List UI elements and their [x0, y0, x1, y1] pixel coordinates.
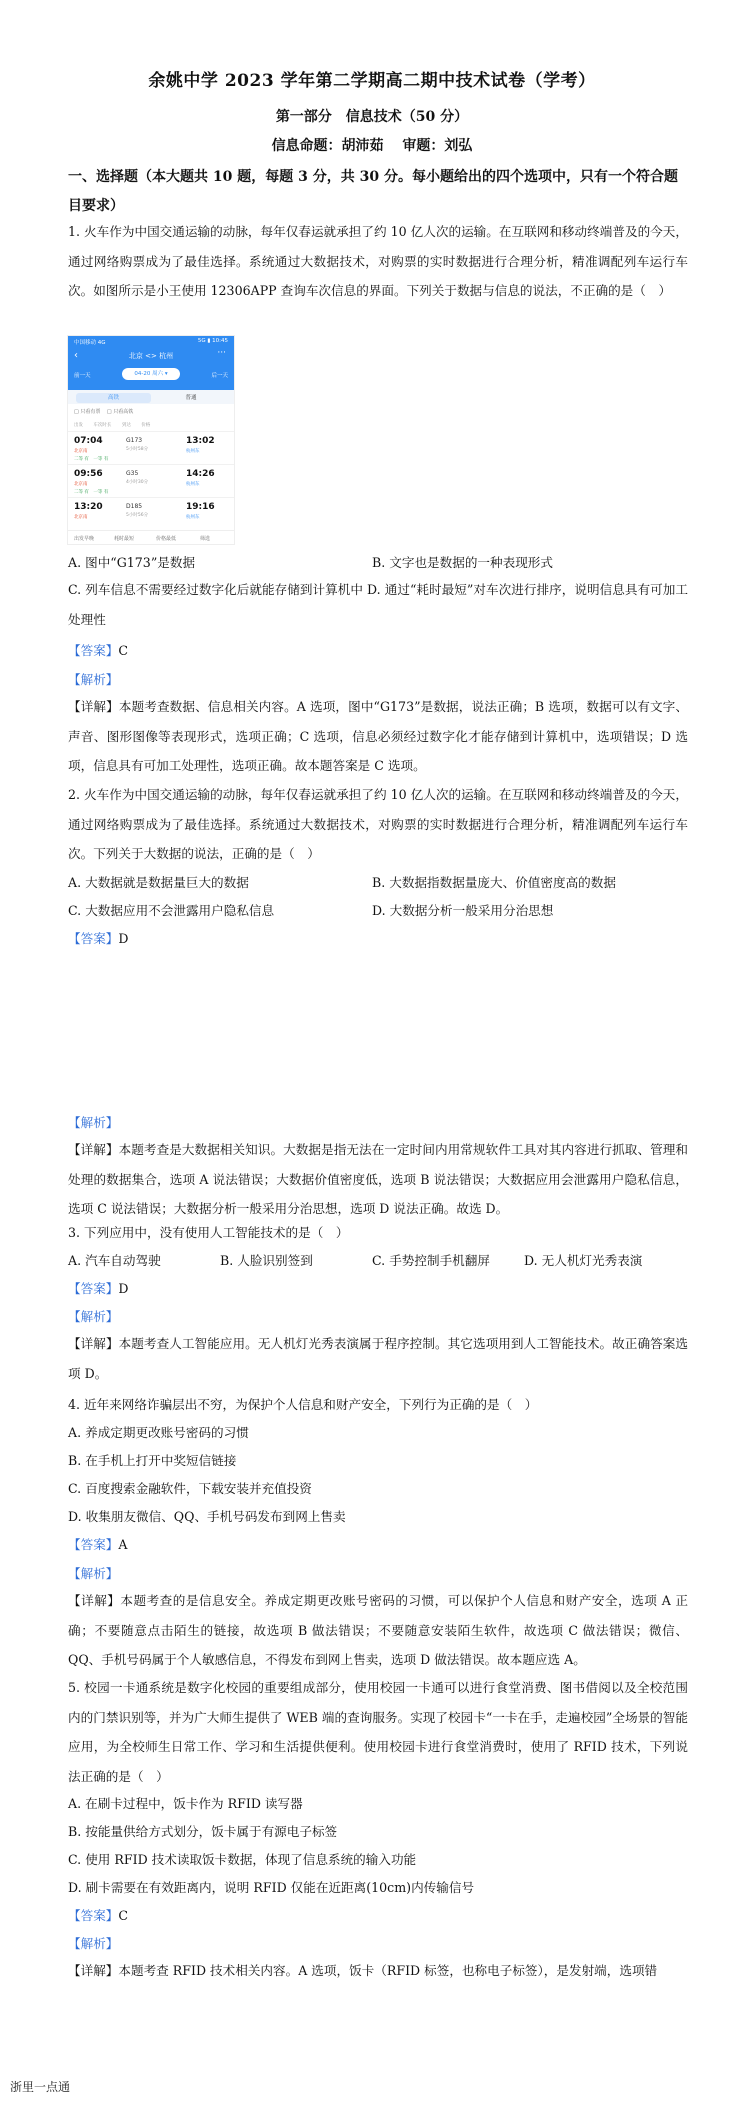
train-row[interactable]: [68, 431, 234, 466]
q2-detail: 【详解】本题考查是大数据相关知识。大数据是指无法在一定时间内用常规软件工具对其内容进行抓取、管理和处理的数据集合，选项 A 说法错误；大数据价值密度低，选项 B 说法错误；大数据应用会泄露用户隐私信息，选项 C 说法错误；大数据分析一般采用分治思想，选项 D 说法正确。故选 D。: [68, 1142, 688, 1217]
q5-option-d: D. 刷卡需要在有效距离内，说明 RFID 仅能在近距离(10cm)内传输信号: [68, 1880, 475, 1895]
question-2-stem: 2. 火车作为中国交通运输的动脉，每年仅春运就承担了约 10 亿人次的运输。在互联网和移动终端普及的今天，通过网络购票成为了最佳选择。系统通过大数据技术，对购票的实时数据进行合理分析，精准调配列车运行车次。下列关于大数据的说法，正确的是（ ）: [68, 787, 688, 862]
q3-answer: 【答案】D: [68, 1281, 129, 1296]
tab-high-speed[interactable]: 高铁: [76, 393, 151, 403]
q2-analysis-label: 【解析】: [68, 1115, 119, 1130]
arrival-time: 14:26: [186, 469, 215, 479]
q1-option-a: A. 图中“G173”是数据: [68, 555, 196, 570]
status-bar-left: 中国移动 4G: [74, 340, 106, 346]
train-row[interactable]: [68, 497, 234, 532]
q3-option-c: C. 手势控制手机翻屏: [372, 1253, 490, 1268]
q2-option-a: A. 大数据就是数据量巨大的数据: [68, 875, 249, 890]
filter-button[interactable]: 筛选: [200, 536, 211, 542]
q4-option-d: D. 收集朋友微信、QQ、手机号码发布到网上售卖: [68, 1509, 346, 1524]
sort-earliest[interactable]: 出发早晚: [74, 536, 95, 542]
q3-option-b: B. 人脸识别签到: [220, 1253, 313, 1268]
seat-info: 二等 有 一等 有: [74, 490, 109, 495]
more-icon[interactable]: ···: [217, 348, 226, 358]
q2-option-c: C. 大数据应用不会泄露用户隐私信息: [68, 903, 275, 918]
footer-watermark: 浙里一点通: [10, 2080, 71, 2094]
train-number: D185: [126, 503, 143, 510]
next-day-button[interactable]: 后一天: [211, 373, 228, 379]
train-number: G35: [126, 470, 139, 477]
date-selector[interactable]: 04-20 周六 ▾: [122, 368, 180, 380]
back-arrow-icon[interactable]: ‹: [74, 350, 78, 361]
duration: 5小时58分: [126, 447, 149, 452]
prev-day-button[interactable]: 前一天: [74, 373, 91, 379]
q3-analysis-label: 【解析】: [68, 1309, 119, 1324]
q4-analysis-label: 【解析】: [68, 1566, 119, 1581]
question-5-stem: 5. 校园一卡通系统是数字化校园的重要组成部分，使用校园一卡通可以进行食堂消费、图书借阅以及全校范围内的门禁识别等，并为广大师生提供了 WEB 端的查询服务。实现了校园卡“一卡在手，走遍校园”全场景的智能应用，为全校师生日常工作、学习和生活提供便利。使用校园卡进行食堂消费时，使用了 RFID 技术，下列说法正确的是（ ）: [68, 1680, 688, 1784]
section-heading: 一、选择题（本大题共 10 题，每题 3 分，共 30 分。每小题给出的四个选项中，只有一个符合题目要求）: [68, 169, 678, 214]
duration: 5小时56分: [126, 513, 149, 518]
q3-detail: 【详解】本题考查人工智能应用。无人机灯光秀表演属于程序控制。其它选项用到人工智能技术。故正确答案选项 D。: [68, 1336, 688, 1381]
q1-answer: 【答案】C: [68, 643, 129, 658]
from-station: 北京南: [74, 482, 88, 487]
q1-option-cd: C. 列车信息不需要经过数字化后就能存储到计算机中 D. 通过“耗时最短”对车次进行排序，说明信息具有可加工处理性: [68, 582, 688, 627]
seat-info: 二等 有 一等 有: [74, 457, 109, 462]
route-title: 北京 <> 杭州: [128, 352, 174, 360]
author-line: 信息命题：胡沛茹 审题：刘弘: [271, 138, 473, 154]
q4-option-a: A. 养成定期更改账号密码的习惯: [68, 1425, 249, 1440]
app-screenshot-figure: [68, 336, 234, 544]
q2-option-b: B. 大数据指数据量庞大、价值密度高的数据: [372, 875, 616, 890]
sort-shortest[interactable]: 耗时最短: [114, 536, 135, 542]
q5-detail: 【详解】本题考查 RFID 技术相关内容。A 选项，饭卡（RFID 标签，也称电子标签），是发射端，选项错: [68, 1963, 658, 1978]
q5-option-c: C. 使用 RFID 技术读取饭卡数据，体现了信息系统的输入功能: [68, 1852, 417, 1867]
departure-time: 07:04: [74, 436, 103, 446]
duration: 4小时30分: [126, 480, 149, 485]
q5-answer: 【答案】C: [68, 1908, 129, 1923]
arrival-time: 13:02: [186, 436, 215, 446]
arrival-time: 19:16: [186, 502, 215, 512]
exam-title: 余姚中学 2023 学年第二学期高二期中技术试卷（学考）: [148, 71, 596, 91]
app-header: [68, 336, 234, 390]
departure-time: 09:56: [74, 469, 103, 479]
q4-option-c: C. 百度搜索金融软件，下载安装并充值投资: [68, 1481, 312, 1496]
q2-option-d: D. 大数据分析一般采用分治思想: [372, 903, 554, 918]
status-bar-right: 5G ▮ 10:45: [197, 338, 228, 344]
to-station: 杭州东: [186, 449, 200, 454]
from-station: 北京南: [74, 449, 88, 454]
question-1-stem: 1. 火车作为中国交通运输的动脉，每年仅春运就承担了约 10 亿人次的运输。在互联网和移动终端普及的今天，通过网络购票成为了最佳选择。系统通过大数据技术，对购票的实时数据进行合理分析，精准调配列车运行车次。如图所示是小王使用 12306APP 查询车次信息的界面。下列关于数据与信息的说法，不正确的是（ ）: [68, 224, 688, 299]
train-number: G173: [126, 437, 143, 444]
q4-detail: 【详解】本题考查的是信息安全。养成定期更改账号密码的习惯，可以保护个人信息和财产安全，选项 A 正确；不要随意点击陌生的链接，故选项 B 做法错误；不要随意安装陌生软件，故选项 C 做法错误；微信、QQ、手机号码属于个人敏感信息，不得发布到网上售卖，选项 D 做法错误。故本题应选 A。: [68, 1593, 688, 1668]
q4-answer: 【答案】A: [68, 1537, 128, 1552]
filter-checkboxes[interactable]: □ 只看有票 □ 只看高铁: [74, 409, 134, 415]
q1-option-b: B. 文字也是数据的一种表现形式: [372, 555, 553, 570]
part-subtitle: 第一部分 信息技术（50 分）: [275, 109, 469, 125]
question-4-stem: 4. 近年来网络诈骗层出不穷，为保护个人信息和财产安全，下列行为正确的是（ ）: [68, 1397, 538, 1412]
q3-option-a: A. 汽车自动驾驶: [68, 1253, 161, 1268]
question-3-stem: 3. 下列应用中，没有使用人工智能技术的是（ ）: [68, 1225, 349, 1240]
q3-option-d: D. 无人机灯光秀表演: [524, 1253, 643, 1268]
departure-time: 13:20: [74, 502, 103, 512]
column-headers: 出发 车次时长 到达 价格: [74, 423, 151, 428]
sort-bar: [68, 530, 234, 544]
from-station: 北京南: [74, 515, 88, 520]
train-row[interactable]: [68, 464, 234, 499]
tab-normal[interactable]: 普通: [185, 395, 197, 401]
q5-analysis-label: 【解析】: [68, 1936, 119, 1951]
q4-option-b: B. 在手机上打开中奖短信链接: [68, 1453, 237, 1468]
q2-answer: 【答案】D: [68, 931, 129, 946]
q1-analysis-label: 【解析】: [68, 672, 119, 687]
to-station: 杭州东: [186, 482, 200, 487]
sort-cheapest[interactable]: 价格最低: [156, 536, 177, 542]
q1-detail: 【详解】本题考查数据、信息相关内容。A 选项，图中“G173”是数据，说法正确；B 选项，数据可以有文字、声音、图形图像等表现形式，选项正确；C 选项，信息必须经过数字化才能存储到计算机中，选项错误；D 选项，信息具有可加工处理性，选项正确。故本题答案是 C 选项。: [68, 699, 688, 774]
to-station: 杭州东: [186, 515, 200, 520]
q5-option-b: B. 按能量供给方式划分，饭卡属于有源电子标签: [68, 1824, 338, 1839]
q5-option-a: A. 在刷卡过程中，饭卡作为 RFID 读写器: [68, 1796, 303, 1811]
train-type-tabs: [68, 390, 234, 404]
